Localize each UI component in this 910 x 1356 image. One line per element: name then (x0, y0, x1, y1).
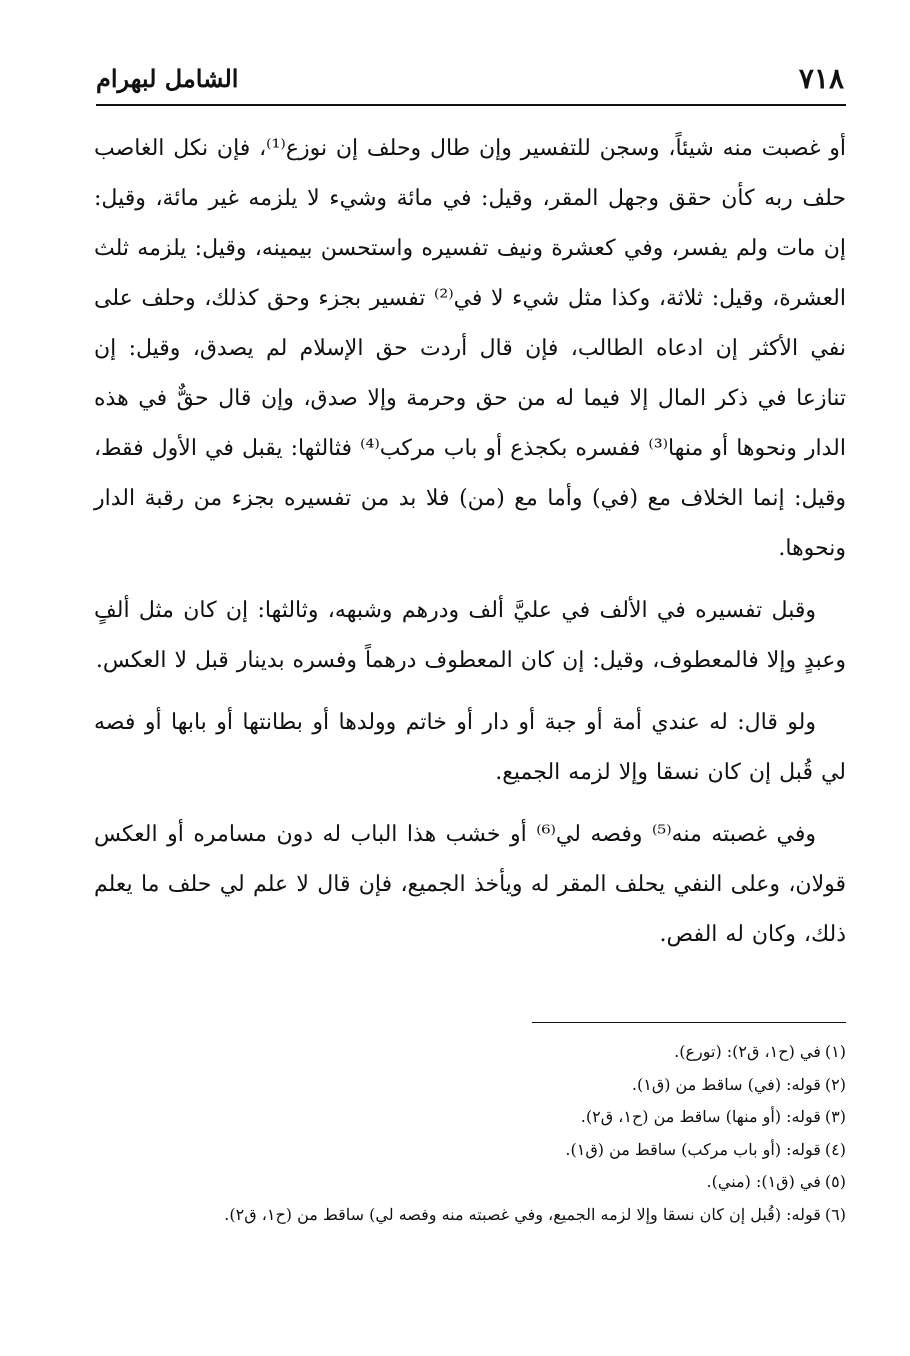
footnote-text: في (ق١): (مني). (706, 1172, 821, 1191)
footnote-text: قوله: (أو باب مركب) ساقط من (ق١). (565, 1139, 821, 1159)
page-number: ٧١٨ (798, 62, 844, 95)
footnote-1 (94, 1036, 846, 1069)
main-text (94, 124, 846, 960)
footnote-text: قوله: (في) ساقط من (ق١). (631, 1074, 821, 1094)
footnotes (94, 1036, 846, 1231)
footnote-2 (94, 1069, 846, 1102)
paragraph-4: وفي غصبته منه⁽⁵⁾ وفصه لي⁽⁶⁾ أو خشب هذا الباب له دون مسامره أو العكس قولان، وعلى النفي يحلف المقر له ويأخذ الجميع، فإن قال لا علم لي حلف ما يعلم ذلك، وكان له الفص. (94, 822, 847, 947)
footnote-marker: (٤) (824, 1139, 846, 1159)
footnote-marker: (٣) (824, 1107, 846, 1126)
footnote-text: في (ح١، ق٢): (تورع). (674, 1042, 821, 1061)
footnote-text: قوله: (قُبل إن كان نسقا وإلا لزمه الجميع، وفي غصبته منه وفصه لي) ساقط من (ح١، ق٢). (224, 1204, 821, 1224)
footnote-4 (94, 1134, 846, 1167)
footnote-3 (94, 1101, 846, 1134)
footnote-marker: (٥) (824, 1172, 846, 1191)
footnote-6 (94, 1199, 846, 1232)
footnote-5 (94, 1166, 846, 1199)
footnote-marker: (١) (824, 1042, 846, 1061)
paragraph-2: وقبل تفسيره في الألف في عليَّ ألف ودرهم وشبهه، وثالثها: إن كان مثل ألفٍ وعبدٍ وإلا فالمعطوف، وقيل: إن كان المعطوف درهماً وفسره بدينار قبل لا العكس. (94, 598, 846, 673)
footnote-marker: (٦) (824, 1204, 846, 1224)
page-header (96, 58, 844, 102)
paragraph-3: ولو قال: له عندي أمة أو جبة أو دار أو خاتم وولدها أو بطانتها أو بابها أو فصه لي قُبل إن كان نسقا وإلا لزمه الجميع. (94, 710, 846, 785)
footnote-rule (532, 1022, 846, 1023)
footnote-text: قوله: (أو منها) ساقط من (ح١، ق٢). (580, 1107, 821, 1126)
header-rule (96, 104, 846, 106)
footnote-marker: (٢) (824, 1074, 846, 1094)
paragraph-1: أو غصبت منه شيئاً، وسجن للتفسير وإن طال وحلف إن نوزع⁽¹⁾، فإن نكل الغاصب حلف ربه كأن حقق وجهل المقر، وقيل: في مائة وشيء لا يلزمه غير مائة، وقيل: إن مات ولم يفسر، وفي كعشرة ونيف تفسيره واستحسن بيمينه، وقيل: يلزمه ثلث العشرة، وقيل: ثلاثة، وكذا مثل شيء لا في⁽²⁾ تفسير بجزء وحق كذلك، وحلف على نفي الأكثر إن ادعاه الطالب، فإن قال أردت حق الإسلام لم يصدق، وقيل: إن تنازعا في ذكر المال إلا فيما له من حق وحرمة وإلا صدق، وإن قال حقٌّ في هذه الدار ونحوها أو منها⁽³⁾ ففسره بكجذع أو باب مركب⁽⁴⁾ فثالثها: يقبل في الأول فقط، وقيل: إنما الخلاف مع (في) وأما مع (من) فلا بد من تفسيره بجزء من رقبة الدار ونحوها. (94, 136, 846, 561)
running-title: الشامل لبهرام (96, 64, 239, 93)
